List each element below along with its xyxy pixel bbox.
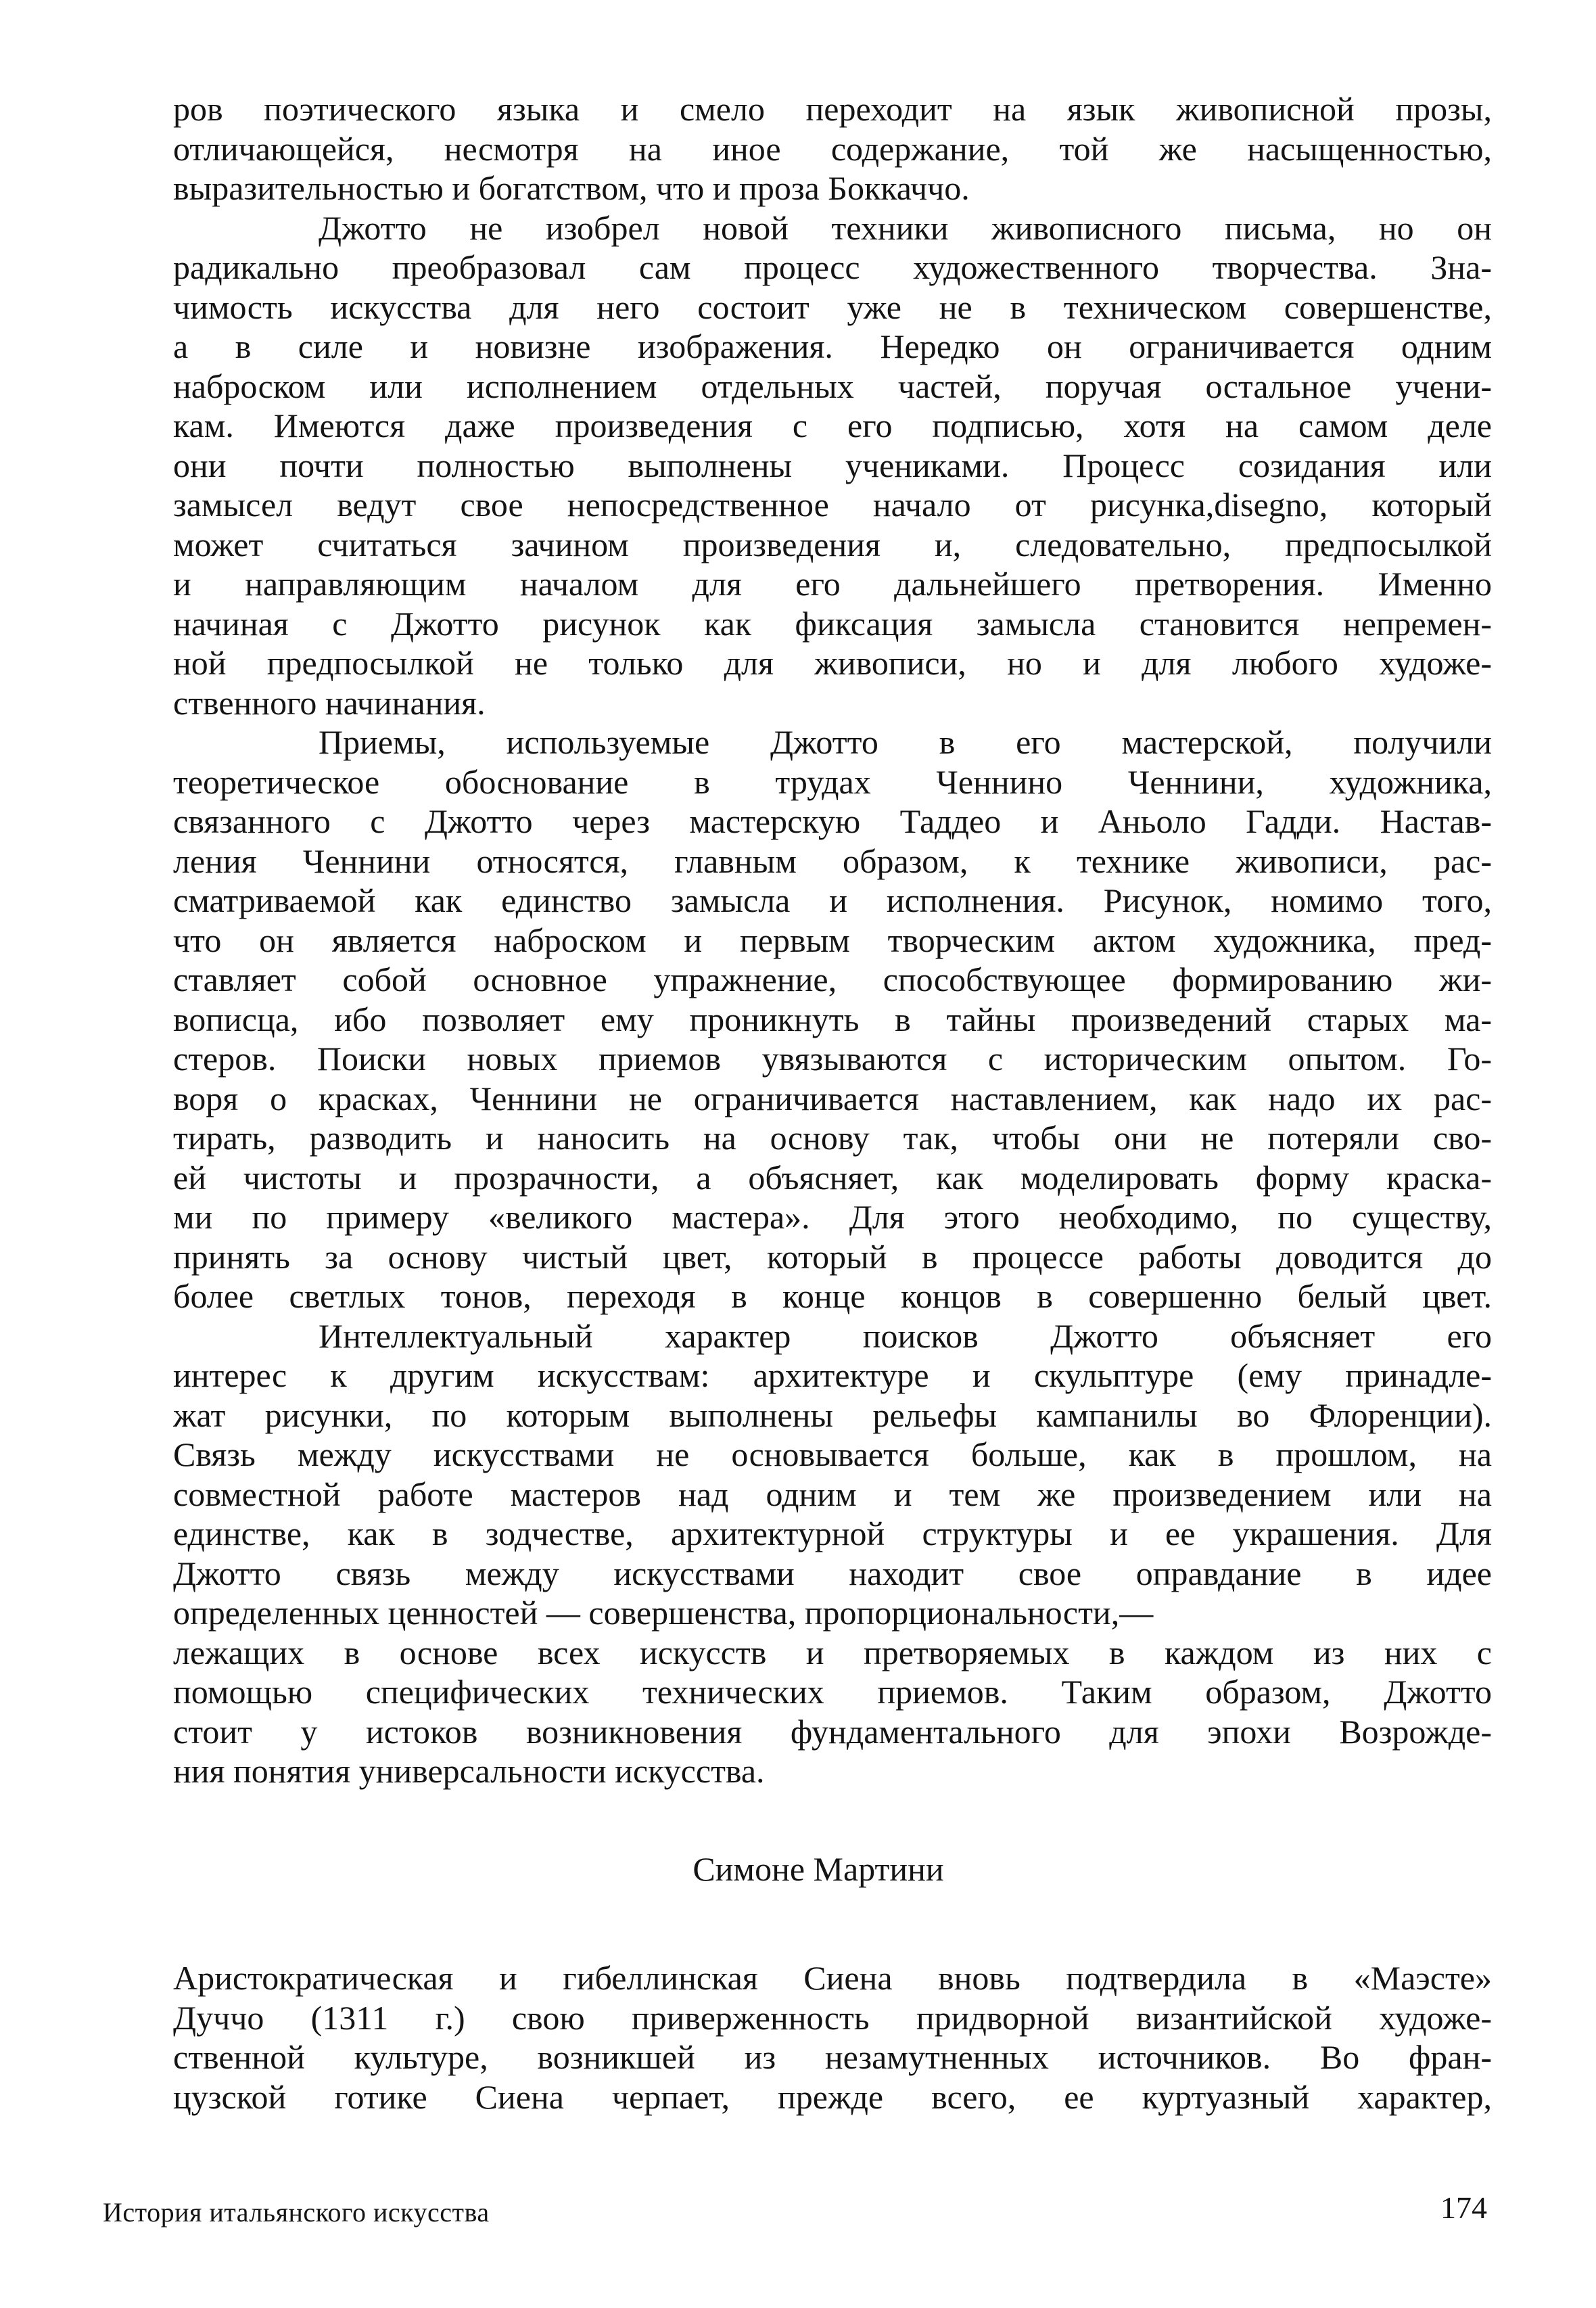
running-footer-title: История итальянского искусства — [103, 2197, 490, 2228]
text-line: замысел ведут свое непосредственное начало от рисунка,disegno, который — [173, 486, 1492, 524]
text-line: ной предпосылкой не только для живописи, но и для любого художе- — [173, 644, 1492, 682]
text-line: совместной работе мастеров над одним и тем же произведением или на — [173, 1475, 1492, 1513]
text-line: более светлых тонов, переходя в конце концов в совершенно белый цвет. — [173, 1277, 1492, 1315]
text-line: стеров. Поиски новых приемов увязываются с историческим опытом. Го- — [173, 1040, 1492, 1078]
text-line: и направляющим началом для его дальнейшего претворения. Именно — [173, 565, 1492, 603]
text-line: помощью специфических технических приемов. Таким образом, Джотто — [173, 1673, 1492, 1711]
text-line: может считаться зачином произведения и, следовательно, предпосылкой — [173, 525, 1492, 563]
text-line: ления Ченнини относятся, главным образом, к технике живописи, рас- — [173, 841, 1492, 880]
text-line: ставляет собой основное упражнение, способствующее формированию жи- — [173, 961, 1492, 998]
text-line: жат рисунки, по которым выполнены рельефы кампанилы во Флоренции). — [173, 1395, 1492, 1434]
text-line: Джотто не изобрел новой техники живописного письма, но он — [319, 208, 1492, 247]
text-line: радикально преобразовал сам процесс художественного творчества. Зна- — [173, 248, 1492, 286]
text-line: начиная с Джотто рисунок как фиксация замысла становится непремен- — [173, 604, 1492, 643]
text-line: выразительностью и богатством, что и проза Боккаччо. — [173, 169, 970, 207]
text-line: Приемы, используемые Джотто в его мастерской, получили — [319, 723, 1492, 761]
section-text — [173, 1958, 1492, 2117]
text-line: цузской готике Сиена черпает, прежде всего, ее куртуазный характер, — [173, 2077, 1492, 2116]
text-line: ей чистоты и прозрачности, а объясняет, как моделировать форму краска- — [173, 1158, 1492, 1197]
text-line: Дуччо (1311 г.) свою приверженность придворной византийской художе- — [173, 1998, 1492, 2037]
text-line: теоретическое обоснование в трудах Ченнино Ченнини, художника, — [173, 762, 1492, 801]
text-line: единстве, как в зодчестве, архитектурной структуры и ее украшения. Для — [173, 1515, 1492, 1552]
text-line: а в силе и новизне изображения. Нередко он ограничивается одним — [173, 327, 1492, 365]
text-line: воря о красках, Ченнини не ограничивается наставлением, как надо их рас- — [173, 1079, 1492, 1117]
text-line: интерес к другим искусствам: архитектуре и скульптуре (ему принадле- — [173, 1356, 1492, 1394]
text-line: ров поэтического языка и смело переходит на язык живописной прозы, — [173, 90, 1492, 128]
text-line: Джотто связь между искусствами находит свое оправдание в идее — [173, 1554, 1492, 1592]
text-line: ственной культуре, возникшей из незамутненных источников. Во фран- — [173, 2038, 1492, 2076]
text-line: стоит у истоков возникновения фундаментального для эпохи Возрожде- — [173, 1712, 1492, 1751]
text-line: связанного с Джотто через мастерскую Таддео и Аньоло Гадди. Настав- — [173, 802, 1492, 840]
text-line: они почти полностью выполнены учениками. Процесс созидания или — [173, 446, 1492, 484]
text-line: лежащих в основе всех искусств и претворяемых в каждом из них с — [173, 1633, 1492, 1671]
section-heading: Симоне Мартини — [693, 1850, 944, 1888]
text-line: что он является наброском и первым творческим актом художника, пред- — [173, 921, 1492, 959]
text-line: ми по примеру «великого мастера». Для этого необходимо, по существу, — [173, 1198, 1492, 1236]
text-line: принять за основу чистый цвет, который в процессе работы доводится до — [173, 1237, 1492, 1276]
text-line: чимость искусства для него состоит уже не в техническом совершенстве, — [173, 287, 1492, 326]
text-line: отличающейся, несмотря на иное содержание, той же насыщенностью, — [173, 129, 1492, 168]
text-line: Связь между искусствами не основывается больше, как в прошлом, на — [173, 1435, 1492, 1473]
text-line: ния понятия универсальности искусства. — [173, 1752, 765, 1790]
text-line: Аристократическая и гибеллинская Сиена вновь подтвердила в «Маэсте» — [173, 1959, 1492, 1997]
main-text — [173, 89, 1492, 1791]
text-line: Интеллектуальный характер поисков Джотто объясняет его — [319, 1316, 1492, 1355]
text-line: тирать, разводить и наносить на основу так, чтобы они не потеряли сво- — [173, 1119, 1492, 1157]
text-line: определенных ценностей — совершенства, пропорциональности,— — [173, 1594, 1154, 1632]
text-line: наброском или исполнением отдельных частей, поручая остальное учени- — [173, 367, 1492, 405]
page-number: 174 — [1440, 2190, 1487, 2225]
text-line: ственного начинания. — [173, 683, 486, 722]
text-line: кам. Имеются даже произведения с его подписью, хотя на самом деле — [173, 407, 1492, 444]
text-line: вописца, ибо позволяет ему проникнуть в тайны произведений старых ма- — [173, 1000, 1492, 1038]
text-line: сматриваемой как единство замысла и исполнения. Рисунок, номимо того, — [173, 881, 1492, 919]
